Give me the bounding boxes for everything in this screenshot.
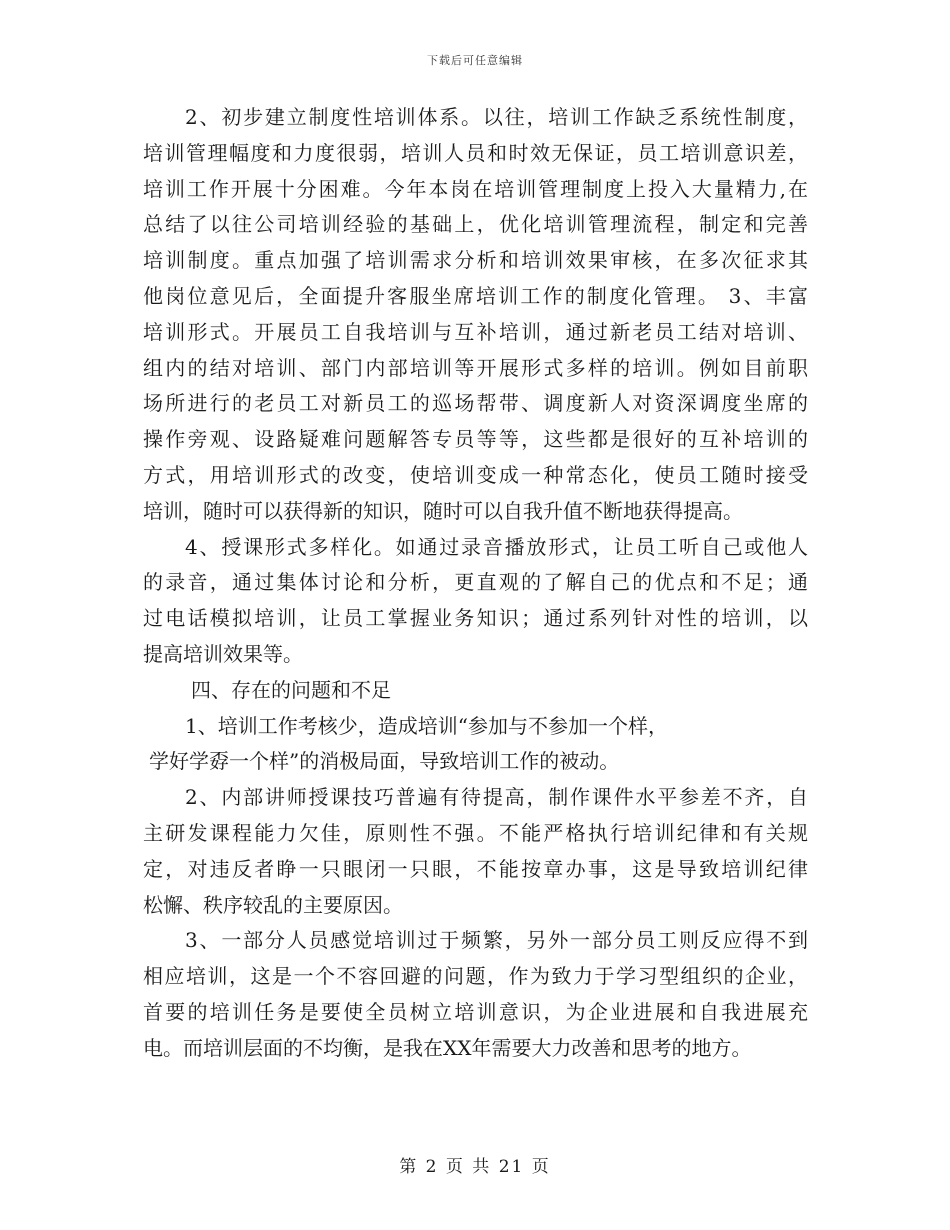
text-line: 操作旁观、设路疑难问题解答专员等等，这些都是很好的互补培训的 bbox=[143, 427, 808, 452]
text-line: 的录音，通过集体讨论和分析，更直观的了解自己的优点和不足；通 bbox=[143, 570, 808, 595]
text-line: 松懈、秩序较乱的主要原因。 bbox=[143, 892, 403, 917]
text-line: 电。而培训层面的不均衡，是我在XX年需要大力改善和思考的地方。 bbox=[143, 1035, 752, 1060]
page-header: 下载后可任意编辑 bbox=[427, 54, 523, 67]
paragraph-assessment bbox=[143, 709, 808, 781]
text-line: 3、一部分人员感觉培训过于频繁，另外一部分员工则反应得不到 bbox=[185, 928, 808, 953]
text-line: 培训管理幅度和力度很弱，培训人员和时效无保证，员工培训意识差， bbox=[143, 140, 808, 165]
text-line: 他岗位意见后，全面提升客服坐席培训工作的制度化管理。 3、丰富 bbox=[143, 283, 808, 308]
paragraph-training-system bbox=[143, 100, 808, 530]
text-line: 定，对违反者睁一只眼闭一只眼，不能按章办事，这是导致培训纪律 bbox=[143, 856, 808, 881]
text-line: 主研发课程能力欠佳，原则性不强。不能严格执行培训纪律和有关规 bbox=[143, 820, 808, 845]
text-line: 过电话模拟培训，让员工掌握业务知识；通过系列针对性的培训，以 bbox=[143, 606, 808, 631]
text-line: 培训，随时可以获得新的知识，随时可以自我升值不断地获得提高。 bbox=[143, 498, 743, 523]
paragraph-lecturers bbox=[143, 780, 808, 923]
text-line: 提高培训效果等。 bbox=[143, 641, 303, 666]
page-number-footer: 第 2 页 共 21 页 bbox=[399, 1157, 551, 1177]
text-line: 2、内部讲师授课技巧普遍有待提高，制作课件水平参差不齐，自 bbox=[185, 785, 808, 810]
text-line: 培训制度。重点加强了培训需求分析和培训效果审核，在多次征求其 bbox=[143, 248, 808, 273]
text-line: 培训形式。开展员工自我培训与互补培训，通过新老员工结对培训、 bbox=[143, 319, 808, 344]
text-line: 方式，用培训形式的改变，使培训变成一种常态化，使员工随时接受 bbox=[143, 462, 808, 487]
text-line: 场所进行的老员工对新员工的巡场帮带、调度新人对资深调度坐席的 bbox=[143, 391, 808, 416]
text-line: 培训工作开展十分困难。今年本岗在培训管理制度上投入大量精力,在 bbox=[143, 176, 808, 201]
text-line: 相应培训，这是一个不容回避的问题，作为致力于学习型组织的企业， bbox=[143, 964, 808, 989]
paragraph-teaching-forms bbox=[143, 530, 808, 673]
paragraph-frequency bbox=[143, 923, 808, 1066]
text-line: 首要的培训任务是要使全员树立培训意识，为企业进展和自我进展充 bbox=[143, 999, 808, 1024]
text-line: 学好学孬一个样”的消极局面，导致培训工作的被动。 bbox=[149, 749, 620, 774]
text-line: 2、初步建立制度性培训体系。以往，培训工作缺乏系统性制度， bbox=[185, 105, 808, 129]
text-line: 总结了以往公司培训经验的基础上，优化培训管理流程，制定和完善 bbox=[143, 212, 808, 237]
text-line: 4、授课形式多样化。如通过录音播放形式，让员工听自己或他人 bbox=[185, 534, 808, 559]
document-body bbox=[143, 100, 808, 1067]
text-line: 组内的结对培训、部门内部培训等开展形式多样的培训。例如目前职 bbox=[143, 355, 808, 380]
section-heading-problems: 四、存在的问题和不足 bbox=[191, 677, 391, 702]
text-line: 1、培训工作考核少，造成培训“参加与不参加一个样， bbox=[185, 713, 668, 738]
